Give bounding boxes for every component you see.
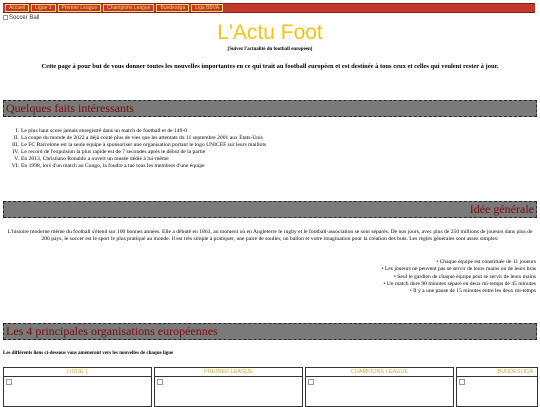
nav-link-ligue-1[interactable]: Ligue 1 — [31, 4, 55, 12]
idea-heading: Idée générale — [469, 202, 534, 216]
org-card-premier-league[interactable] — [154, 367, 303, 407]
list-item: • Chaque équipe est constituée de 11 joueurs — [381, 259, 536, 266]
list-item: • Seul le gardien de chaque équipe peut se servir de leurs mains — [381, 274, 536, 281]
org-card-ligue-1[interactable] — [3, 367, 152, 407]
nav-link-accueil[interactable]: Accueil — [5, 4, 29, 12]
history-paragraph: L'histoire moderne même du football s'étend sur 100 bonnes années. Elle a débuté en 1863, au moment où en Angleterre le rugby et le football-association se sont séparés. De nos jours, avec plus de 250 millions de joueurs dans plus de 200 pays, le soccer est le sport le plus pratiqué au monde. Il est très simple à pratiquer, une paire de soulier, un ballon et votre imagination pour la création des buts. Les règles générales sont assez simples: — [7, 229, 533, 243]
list-item: II. La coupe du monde de 2022 a déjà couté plus de vies que les attentats du 11 septembre 2001 aux États-Unis — [13, 135, 263, 142]
site-tagline: [Suivez l'actualité du football européen] — [227, 47, 313, 52]
facts-list — [9, 128, 266, 171]
facts-section-header — [3, 100, 537, 117]
nav-link-bundesliga[interactable]: Bundesliga — [156, 4, 189, 12]
broken-image-icon — [157, 379, 163, 385]
list-item: III. Le FC Barcelone est la seule équipe à sponsoriser une organisation portant le logo UNICEF sur leurs maillots — [12, 142, 267, 149]
list-item: • Un match dure 90 minutes séparé en deux mi-temps de 45 minutes — [381, 281, 536, 288]
org-title: CHAMPIONS LEAGUE — [306, 368, 453, 377]
site-title: L'Actu Foot — [217, 21, 323, 44]
org-title: LIGUE 1 — [4, 368, 151, 377]
logo-alt-text: Soccer Ball — [9, 14, 40, 21]
orgs-section-header — [3, 323, 537, 340]
intro-text: Cette page à pour but de vous donner toutes les nouvelles importantes en ce qui trait au football européen et est destinée à tous ceux et celles qui veulent rester à jour. — [41, 63, 499, 70]
list-item: I. Le plus haut score jamais enregistré dans un match de football et de 149-0 — [15, 128, 188, 134]
broken-image-icon — [6, 379, 12, 385]
broken-image-icon — [3, 15, 8, 20]
orgs-row — [3, 367, 540, 407]
list-item: • Il y a une pause de 15 minutes entre les deux mi-temps — [381, 288, 536, 295]
top-navigation — [3, 3, 535, 13]
nav-link-liga-bbva[interactable]: Liga BBVA — [191, 4, 223, 12]
facts-heading: Quelques faits intéressants — [6, 101, 134, 115]
nav-link-premier-league[interactable]: Premier League — [58, 4, 102, 12]
org-title: BUNDESLIGA — [457, 368, 537, 377]
rules-list — [381, 259, 536, 295]
org-card-champions-league[interactable] — [305, 367, 454, 407]
orgs-intro-text: Les différents liens ci-dessous vous amèneront vers les nouvelles de chaque ligue — [3, 351, 174, 356]
soccer-ball-logo — [3, 14, 39, 21]
list-item: V. En 2013, Christiano Ronaldo a ouvert un musée dédié à lui-même — [14, 156, 169, 163]
idea-section-header — [3, 201, 537, 218]
list-item: VI. En 1998, lors d'un match au Congo, la foudre a tué tous les membres d'une équipe — [11, 163, 205, 170]
list-item: IV. Le record de l'expulsion la plus rapide est de 7 secondes après le début de la partie — [12, 149, 206, 156]
broken-image-icon — [459, 379, 465, 385]
orgs-heading: Les 4 principales organisations européennes — [6, 324, 218, 338]
org-card-bundesliga[interactable] — [456, 367, 538, 407]
org-title: PREMIER LEAGUE — [155, 368, 302, 377]
nav-link-champions-league[interactable]: Champions League — [103, 4, 154, 12]
broken-image-icon — [308, 379, 314, 385]
list-item: • Les joueurs ne peuvent pas se servir de leurs mains ou de leurs bras — [381, 266, 536, 273]
